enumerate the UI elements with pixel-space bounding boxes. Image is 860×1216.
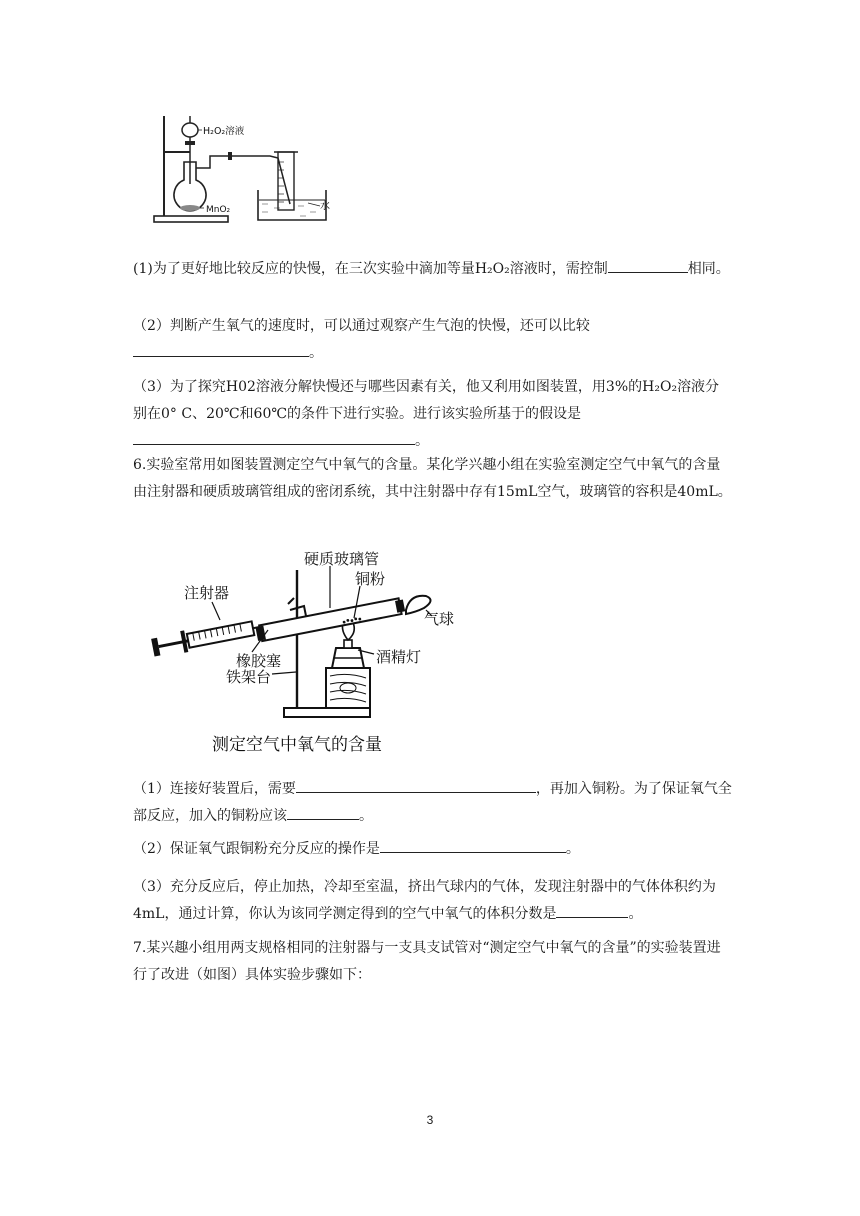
q5-1-text-c: 相同。	[687, 261, 730, 277]
question-5-3	[133, 374, 733, 455]
label-iron-stand: 铁架台	[226, 668, 272, 686]
q6-1-text-c: 。	[359, 808, 373, 824]
q6-3-text-a: （3）充分反应后，停止加热，冷却至室温，挤出气球内的气体，发现注射器中的气体体积约为4mL，通过计算，你认为该同学测定得到的空气中氧气的体积分数是	[133, 879, 716, 922]
q6-2-text-b: 。	[565, 841, 580, 857]
answer-blank[interactable]	[133, 342, 309, 357]
question-5-2	[133, 313, 733, 367]
q7-intro-text: 7.某兴趣小组用两支规格相同的注射器与一支具支试管对“测定空气中氧气的含量”的实验装置进行了改进（如图）具体实验步骤如下：	[133, 940, 721, 983]
label-alcohol-lamp: 酒精灯	[376, 648, 422, 666]
q6-intro-text: 6.实验室常用如图装置测定空气中氧气的含量。某化学兴趣小组在实验室测定空气中氧气的含量由注射器和硬质玻璃管组成的密闭系统，其中注射器中存有15mL空气，玻璃管的容积是40mL。	[133, 457, 732, 500]
q6-2-text-a: （2）保证氧气跟铜粉充分反应的操作是	[133, 841, 380, 857]
q5-3-text-c: 。	[415, 433, 429, 449]
q6-1-text-a: （1）连接好装置后，需要	[133, 781, 296, 797]
label-hard-glass-tube: 硬质玻璃管	[304, 550, 380, 568]
question-6-2	[133, 836, 733, 863]
q5-1-h2o2: H₂O₂	[474, 261, 510, 277]
figure-caption: 测定空气中氧气的含量	[212, 735, 382, 755]
answer-blank[interactable]	[608, 258, 688, 273]
page-number: 3	[426, 1113, 434, 1127]
question-7-intro	[133, 935, 733, 989]
answer-blank[interactable]	[556, 903, 628, 918]
label-syringe: 注射器	[184, 584, 230, 602]
label-copper-powder: 铜粉	[355, 570, 386, 588]
label-water: 水	[320, 201, 330, 212]
question-5-1	[133, 256, 733, 283]
question-6-intro	[133, 452, 733, 506]
label-balloon: 气球	[424, 610, 455, 628]
q5-3-text-a: （3）为了探究H02溶液分解快慢还与哪些因素有关，他又利用如图装置，用3%的	[133, 379, 643, 395]
q5-2-text-b: 。	[309, 345, 323, 361]
q6-1-text-b: ，再加入铜粉。为了保证氧气全部反应，加入的铜粉应该	[133, 781, 732, 824]
label-mno2: MnO₂	[206, 205, 231, 215]
question-6-1	[133, 776, 733, 830]
q6-3-text-b: 。	[628, 906, 643, 922]
figure-h2o2-apparatus	[150, 112, 350, 228]
answer-blank[interactable]	[287, 805, 359, 820]
q5-3-h2o2: H₂O₂	[642, 379, 678, 395]
q5-1-text-a: (1)为了更好地比较反应的快慢，在三次实验中滴加等量	[133, 261, 475, 277]
q5-2-text-a: （2）判断产生氧气的速度时，可以通过观察产生气泡的快慢，还可以比较	[133, 318, 590, 334]
label-rubber-stopper: 橡胶塞	[236, 652, 282, 670]
q5-3-text-b: 溶液分别在0° C、20℃和60℃的条件下进行实验。进行该实验所基于的假设是	[133, 379, 720, 422]
label-h2o2-solution: H₂O₂溶液	[203, 126, 245, 137]
q5-1-text-b: 溶液时，需控制	[509, 261, 608, 277]
figure-oxygen-apparatus	[148, 546, 455, 758]
answer-blank[interactable]	[133, 430, 415, 445]
question-6-3	[133, 874, 733, 928]
answer-blank[interactable]	[296, 778, 536, 793]
answer-blank[interactable]	[380, 838, 566, 853]
